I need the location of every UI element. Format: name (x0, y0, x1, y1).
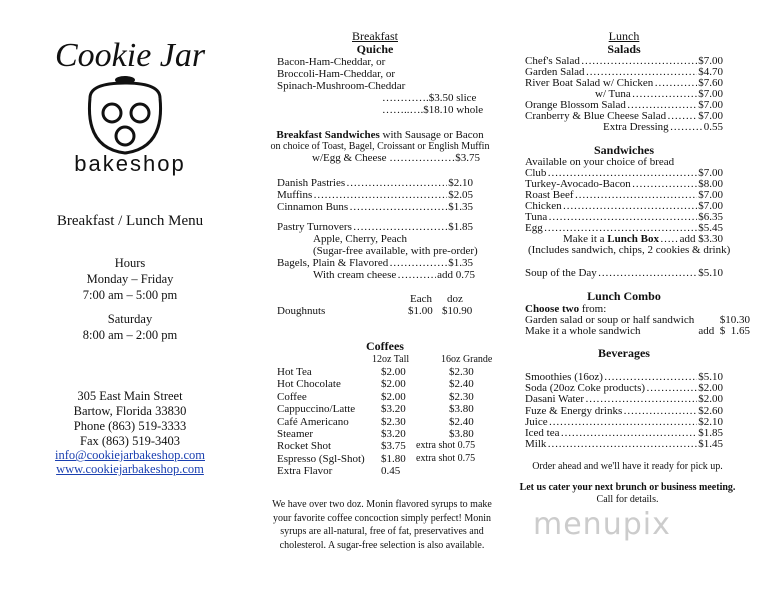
weekday-label: Monday – Friday (86, 272, 174, 286)
item-price: $6.35 (698, 211, 723, 223)
menu-item (525, 438, 723, 450)
coffee-grande-price: $2.30 (449, 366, 474, 378)
syrup-note-line: We have over two doz. Monin flavored syrups to make (272, 499, 492, 510)
menu-item (525, 382, 723, 394)
item-price: $5.45 (698, 222, 723, 234)
coffee-name: Espresso (Sgl-Shot) (277, 452, 365, 465)
item-name: Cranberry & Blue Cheese Salad (525, 110, 667, 122)
sandwiches-note: Available on your choice of bread (525, 156, 675, 168)
doz-label: doz (447, 293, 463, 305)
combo-choose-bold: Choose two (525, 303, 580, 315)
item-name: Muffins (277, 189, 313, 201)
lunch-box-note: (Includes sandwich, chips, 2 cookies & drink) (528, 244, 731, 256)
item-name: Juice (525, 415, 548, 428)
item-price: $5.10 (698, 267, 723, 279)
coffee-name: Cappuccino/Latte (277, 403, 356, 416)
coffee-name: Hot Tea (277, 366, 312, 378)
combo-row-price: $10.30 (719, 314, 750, 326)
item-name: Fuze & Energy drinks (525, 404, 623, 417)
combo-row: Make it a whole sandwich (525, 325, 641, 337)
syrup-note-line: your favorite coffee concoction simply perfect! Monin (272, 512, 492, 524)
quiche-heading: Quiche (356, 42, 394, 56)
quiche-whole-price: ……..….$18.10 whole (382, 104, 484, 116)
syrup-note-line: syrups are all-natural, free of fat, preservatives and (280, 526, 484, 537)
coffees-heading: Coffees (366, 339, 404, 353)
item-price: $7.60 (698, 77, 723, 89)
svg-text:Cookie Jar: Cookie Jar (55, 37, 206, 74)
lunch-box-label: Lunch Box (607, 233, 659, 245)
item-price: add 0.75 (437, 269, 475, 281)
item-name: Roast Beef (525, 189, 574, 201)
coffee-tall-price: $2.00 (381, 366, 406, 378)
item-name: w/ Tuna (595, 88, 631, 100)
item-price: $2.05 (448, 189, 473, 201)
item-price: $7.00 (698, 110, 723, 122)
coffee-grande-price: $3.80 (449, 428, 474, 440)
combo-row-2 (525, 325, 750, 337)
item-name: Club (525, 167, 547, 179)
coffee-tall-price: 0.45 (381, 465, 401, 478)
order-ahead-note: Order ahead and we'll have it ready for pick up. (532, 461, 723, 472)
salads-heading: Salads (607, 42, 641, 56)
menu-item (525, 427, 723, 439)
coffee-tall-price: $3.20 (381, 403, 406, 416)
each-label: Each (410, 293, 432, 305)
breakfast-sandwiches-bread: on choice of Toast, Bagel, Croissant or English Muffin (270, 141, 490, 152)
quiche-slice-price: ………….$3.50 slice (382, 92, 477, 104)
item-name: Milk (525, 438, 547, 451)
syrup-note-line: cholesterol. A sugar-free selection is also available. (279, 539, 485, 551)
item-name: River Boat Salad w/ Chicken (525, 77, 654, 89)
item-price: $7.00 (698, 55, 723, 67)
item-name: Chicken (525, 200, 562, 212)
menu-item (277, 221, 473, 233)
lunch-box-prefix: Make it a (563, 233, 608, 245)
item-name: Cinnamon Buns (277, 201, 349, 213)
coffee-grande-price: $3.80 (449, 403, 474, 416)
call-note: Call for details. (596, 494, 659, 505)
breakfast-sandwiches-title: Breakfast Sandwiches (276, 129, 380, 141)
website-link[interactable]: www.cookiejarbakeshop.com (56, 462, 204, 476)
item-name: With cream cheese (313, 269, 397, 281)
coffee-name: Steamer (277, 428, 314, 440)
item-name: Tuna (525, 211, 548, 223)
coffee-grande-price: $2.40 (449, 378, 474, 391)
menu-item (525, 393, 723, 405)
coffee-tall-price: $1.80 (381, 452, 406, 465)
coffee-tall-price: $2.00 (381, 378, 406, 391)
coffee-tall-price: $3.75 (381, 440, 406, 453)
menu-item (313, 269, 475, 281)
item-price: $2.00 (698, 393, 723, 406)
item-price: $8.00 (698, 178, 723, 190)
item-price: $7.00 (698, 88, 723, 100)
item-price: $7.00 (698, 99, 723, 111)
item-price: $7.00 (698, 167, 723, 179)
saturday-hours: 8:00 am – 2:00 pm (82, 328, 178, 342)
breakfast-sandwiches-subtitle: with Sausage or Bacon (379, 129, 484, 141)
breakfast-sandwiches-heading (270, 129, 490, 141)
item-name: Danish Pastries (277, 177, 346, 189)
item-price: $1.85 (698, 427, 723, 439)
quiche-option: Broccoli-Ham-Cheddar, or (277, 68, 396, 80)
item-price: $1.45 (698, 438, 723, 451)
item-name: Smoothies (16oz) (525, 371, 603, 383)
coffee-name: Hot Chocolate (277, 378, 341, 391)
beverages-heading: Beverages (598, 346, 650, 360)
coffee-tall-price: $2.30 (381, 415, 406, 428)
logo-bakeshop: bakeshop (74, 151, 186, 176)
coffee-name: Extra Flavor (277, 465, 333, 478)
breakfast-sandwiches-price: w/Egg & Cheese ………………$3.75 (312, 152, 481, 164)
item-price: $7.00 (698, 200, 723, 212)
lunch-combo-heading: Lunch Combo (587, 289, 661, 303)
coffee-tall-price: $2.00 (381, 390, 406, 403)
cookie-jar-logo-icon (50, 28, 210, 168)
menu-item (603, 121, 723, 133)
saturday-label: Saturday (107, 312, 153, 326)
lunch-heading: Lunch (608, 29, 640, 43)
doughnuts-name: Doughnuts (277, 305, 326, 317)
email-link[interactable]: info@cookiejarbakeshop.com (54, 448, 205, 462)
item-name: Extra Dressing (603, 121, 669, 133)
item-name: Orange Blossom Salad (525, 99, 626, 111)
quiche-option: Bacon-Ham-Cheddar, or (277, 56, 386, 68)
coffee-col-grande: 16oz Grande (441, 354, 493, 365)
combo-row: Garden salad or soup or half sandwich (525, 314, 695, 326)
item-name: Dasani Water (525, 393, 585, 406)
item-price: $4.70 (698, 66, 723, 78)
quiche-option: Spinach-Mushroom-Cheddar (277, 80, 406, 92)
lunch-box-price: add $3.30 (679, 233, 723, 245)
coffee-grande-price: extra shot 0.75 (416, 440, 476, 452)
item-name: Soup of the Day (525, 267, 597, 279)
menu-item (525, 371, 723, 383)
menu-item (525, 416, 723, 428)
item-price: $2.10 (698, 415, 723, 428)
address-line2: Bartow, Florida 33830 (73, 404, 187, 418)
item-price: 0.55 (703, 121, 723, 133)
turnover-note: (Sugar-free available, with pre-order) (313, 245, 478, 257)
hours-label: Hours (114, 256, 146, 270)
coffee-col-tall: 12oz Tall (372, 354, 410, 365)
menu-title: Breakfast / Lunch Menu (56, 213, 204, 229)
coffee-grande-price: $2.30 (449, 390, 474, 403)
menu-item (277, 177, 473, 189)
menu-item (277, 189, 473, 201)
weekday-hours: 7:00 am – 5:00 pm (82, 288, 178, 302)
coffee-name: Coffee (277, 390, 307, 403)
item-name: Bagels, Plain & Flavored (277, 257, 389, 269)
menu-item (277, 201, 473, 213)
item-name: Soda (20oz Coke products) (525, 382, 646, 395)
menu-item (525, 267, 723, 279)
item-price: $1.35 (448, 201, 473, 213)
item-price: $1.35 (448, 257, 473, 269)
address-line1: 305 East Main Street (77, 389, 183, 403)
item-name: Egg (525, 222, 543, 234)
item-name: Chef's Salad (525, 55, 580, 67)
item-name: Garden Salad (525, 66, 585, 78)
cater-note: Let us cater your next brunch or business meeting. (519, 482, 736, 493)
sandwiches-heading: Sandwiches (593, 143, 655, 157)
fax: Fax (863) 519-3403 (80, 434, 180, 448)
turnover-flavors: Apple, Cherry, Peach (313, 233, 407, 245)
coffee-name: Rocket Shot (277, 440, 332, 453)
coffee-name: Café Americano (277, 415, 349, 428)
coffee-tall-price: $3.20 (381, 428, 406, 440)
menu-item (525, 405, 723, 417)
combo-choose-rest: from: (579, 303, 607, 315)
phone: Phone (863) 519-3333 (73, 419, 187, 433)
syrup-note (262, 498, 502, 552)
item-price: $2.00 (698, 382, 723, 395)
coffee-grande-price: $2.40 (449, 415, 474, 428)
menu-item (277, 257, 473, 269)
item-price: $2.10 (448, 177, 473, 189)
doughnuts-each-price: $1.00 (408, 305, 433, 317)
item-price: $1.85 (448, 221, 473, 233)
item-price: $5.10 (698, 371, 723, 383)
breakfast-heading: Breakfast (352, 29, 398, 43)
combo-row-price: add $ 1.65 (698, 325, 750, 337)
item-name: Turkey-Avocado-Bacon (525, 178, 631, 190)
item-name: Iced tea (525, 427, 560, 439)
item-price: $2.60 (698, 404, 723, 417)
menupix-watermark: menupix (533, 507, 671, 542)
item-name: Pastry Turnovers (277, 221, 352, 233)
doughnuts-doz-price: $10.90 (442, 305, 473, 317)
coffee-grande-price: extra shot 0.75 (416, 452, 476, 464)
item-price: $7.00 (698, 189, 723, 201)
